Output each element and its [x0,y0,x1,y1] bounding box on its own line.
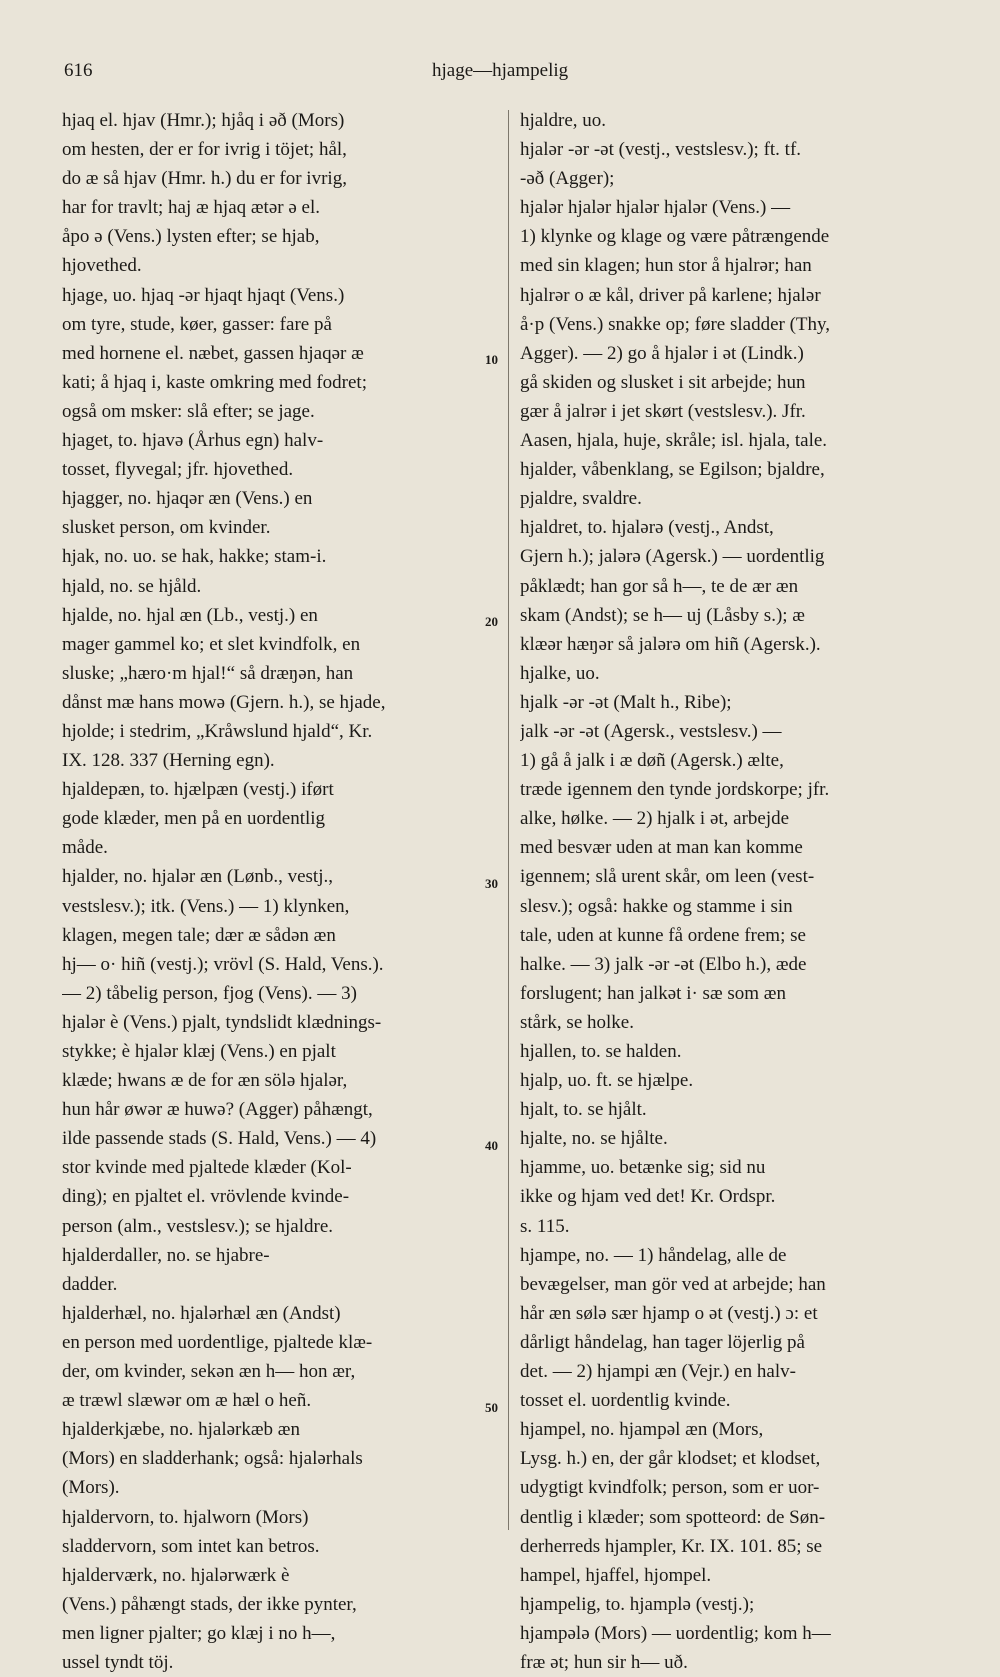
right-column-line-17: påklædt; han gor så h—, te de ær æn [520,575,799,597]
right-column-line-49: dentlig i klæder; som spotteord: de Søn- [520,1506,826,1528]
left-column-line-4: har for travlt; haj æ hjaq ætər ə el. [62,197,320,219]
right-column-line-44: det. — 2) hjampi æn (Vejr.) en halv- [520,1361,796,1383]
right-column-line-15: hjaldret, to. hjalərə (vestj., Andst, [520,517,774,539]
left-column-line-11: også om msker: slå efter; se jage. [62,400,315,422]
left-column-line-26: måde. [62,837,108,859]
right-column-line-18: skam (Andst); se h— uj (Låsby s.); æ [520,604,805,626]
right-column-line-32: stårk, se holke. [520,1011,634,1033]
left-column-line-31: — 2) tåbelig person, fjog (Vens). — 3) [62,982,357,1004]
left-column-line-54: ussel tyndt töj. [62,1651,174,1673]
left-column-line-42: hjalderhæl, no. hjalərhæl æn (Andst) [62,1302,341,1324]
right-column-line-28: slesv.); også: hakke og stamme i sin [520,895,793,917]
left-column-line-36: ilde passende stads (S. Hald, Vens.) — 4) [62,1128,377,1150]
left-column-line-6: hjovethed. [62,255,142,277]
right-column-line-37: hjamme, uo. betænke sig; sid nu [520,1157,766,1179]
right-column-line-13: hjalder, våbenklang, se Egilson; bjaldre, [520,459,825,481]
right-column-line-21: hjalk -ər -ət (Malt h., Ribe); [520,691,732,713]
line-number-40: 40 [485,1138,498,1153]
left-column-line-24: hjaldepæn, to. hjælpæn (vestj.) iført [62,779,334,801]
left-column-line-41: dadder. [62,1273,118,1295]
right-column-line-46: hjampel, no. hjampəl æn (Mors, [520,1419,764,1441]
right-column-line-51: hampel, hjaffel, hjompel. [520,1564,712,1586]
right-column-line-29: tale, uden at kunne få ordene frem; se [520,924,806,946]
right-column-line-23: 1) gå å jalk i æ døñ (Agersk.) ælte, [520,750,784,772]
left-column-line-48: (Mors). [62,1477,120,1499]
left-column-line-16: hjak, no. uo. se hak, hakke; stam-i. [62,546,327,568]
right-column-line-31: forslugent; han jalkət i· sæ som æn [520,982,786,1004]
right-column-line-2: hjalər -ər -ət (vestj., vestslesv.); ft. tf. [520,139,802,161]
left-column-line-43: en person med uordentlige, pjaltede klæ- [62,1331,373,1353]
right-column-line-7: hjalrər o æ kål, driver på karlene; hjalər [520,284,821,306]
right-column-line-8: å·p (Vens.) snakke op; føre sladder (Thy, [520,313,831,335]
right-column-line-14: pjaldre, svaldre. [520,488,642,510]
right-column-line-1: hjaldre, uo. [520,110,607,131]
right-column-line-10: gå skiden og slusket i sit arbejde; hun [520,371,806,393]
left-column-line-3: do æ så hjav (Hmr. h.) du er for ivrig, [62,168,347,190]
right-column-line-35: hjalt, to. se hjålt. [520,1099,647,1121]
right-column-line-11: gær å jalrər i jet skørt (vestslesv.). Jfr. [520,400,806,422]
left-column-line-19: mager gammel ko; et slet kvindfolk, en [62,633,361,655]
right-column-line-36: hjalte, no. se hjålte. [520,1128,668,1150]
left-column-line-10: kati; å hjaq i, kaste omkring med fodret; [62,371,367,393]
left-column-line-44: der, om kvinder, sekən æn h— hon ær, [62,1361,356,1383]
left-column-line-13: tosset, flyvegal; jfr. hjovethed. [62,459,294,481]
line-number-10: 10 [485,352,498,367]
right-column-line-25: alke, hølke. — 2) hjalk i ət, arbejde [520,808,790,830]
left-column-line-29: klagen, megen tale; dær æ sådən æn [62,924,336,946]
left-column-line-12: hjaget, to. hjavə (Århus egn) halv- [62,430,324,452]
right-column-line-41: bevægelser, man gör ved at arbejde; han [520,1273,826,1295]
line-number-50: 50 [485,1400,498,1415]
right-column-line-20: hjalke, uo. [520,662,600,684]
right-column-line-53: hjampələ (Mors) — uordentlig; kom h— [520,1622,831,1644]
left-column-line-40: hjalderdaller, no. se hjabre- [62,1244,270,1266]
left-column-line-21: dånst mæ hans mowə (Gjern. h.), se hjade, [62,691,386,713]
left-column-line-15: slusket person, om kvinder. [62,517,271,539]
right-column-line-16: Gjern h.); jalərə (Agersk.) — uordentlig [520,546,825,568]
left-column-line-46: hjalderkjæbe, no. hjalərkæb æn [62,1419,300,1441]
right-column-line-54: fræ ət; hun sir h— uð. [520,1651,688,1673]
right-column-line-43: dårligt håndelag, han tager löjerlig på [520,1331,805,1353]
right-column-line-48: udygtigt kvindfolk; person, som er uor- [520,1477,820,1499]
right-column-line-52: hjampelig, to. hjamplə (vestj.); [520,1593,755,1615]
right-column-line-34: hjalp, uo. ft. se hjælpe. [520,1070,694,1092]
right-column-line-5: 1) klynke og klage og være påtrængende [520,226,830,248]
left-column-line-38: ding); en pjaltet el. vrövlende kvinde- [62,1186,350,1208]
page-number: 616 [64,60,93,81]
left-column-line-30: hj— o· hiñ (vestj.); vrövl (S. Hald, Vens.). [62,953,384,975]
running-title: hjage—hjampelig [432,60,569,81]
right-column-line-47: Lysg. h.) en, der går klodset; et klodset, [520,1448,821,1470]
right-column-line-22: jalk -ər -ət (Agersk., vestslesv.) — [520,720,782,742]
left-column-line-51: hjalderværk, no. hjalərwærk è [62,1564,290,1586]
left-column-line-23: IX. 128. 337 (Herning egn). [62,750,275,772]
right-column-line-39: s. 115. [520,1215,570,1237]
right-column-line-30: halke. — 3) jalk -ər -ət (Elbo h.), æde [520,953,807,975]
left-column [62,106,498,1677]
right-column-line-6: med sin klagen; hun stor å hjalrər; han [520,255,812,277]
left-column-line-35: hun hår øwər æ huwə? (Agger) påhængt, [62,1099,373,1121]
left-column-line-7: hjage, uo. hjaq -ər hjaqt hjaqt (Vens.) [62,284,345,306]
left-column-line-18: hjalde, no. hjal æn (Lb., vestj.) en [62,604,318,626]
right-column [520,106,956,1677]
left-column-line-25: gode klæder, men på en uordentlig [62,808,326,830]
left-column-line-8: om tyre, stude, køer, gasser: fare på [62,313,332,335]
left-column-line-45: æ træwl slæwər om æ hæl o heñ. [62,1390,312,1412]
left-column-line-17: hjald, no. se hjåld. [62,575,202,597]
left-column-line-52: (Vens.) påhængt stads, der ikke pynter, [62,1593,357,1615]
right-column-line-24: træde igennem den tynde jordskorpe; jfr. [520,779,830,801]
left-column-line-9: med hornene el. næbet, gassen hjaqər æ [62,342,364,364]
right-column-line-27: igennem; slå urent skår, om leen (vest- [520,866,815,888]
line-number-30: 30 [485,876,498,891]
left-column-line-39: person (alm., vestslesv.); se hjaldre. [62,1215,334,1237]
left-column-line-53: men ligner pjalter; go klæj i no h—, [62,1622,336,1644]
right-column-line-12: Aasen, hjala, huje, skråle; isl. hjala, tale. [520,430,828,452]
left-column-line-20: sluske; „hæro·m hjal!“ så dræŋən, han [62,662,354,684]
right-column-line-42: hår æn sølə sær hjamp o ət (vestj.) ɔ: et [520,1302,818,1324]
left-column-line-27: hjalder, no. hjalər æn (Lønb., vestj., [62,866,333,888]
right-column-line-50: derherreds hjampler, Kr. IX. 101. 85; se [520,1535,823,1557]
left-column-line-37: stor kvinde med pjaltede klæder (Kol- [62,1157,352,1179]
right-column-line-40: hjampe, no. — 1) håndelag, alle de [520,1244,787,1266]
left-column-line-1: hjaq el. hjav (Hmr.); hjåq i əð (Mors) [62,110,345,131]
right-column-line-38: ikke og hjam ved det! Kr. Ordspr. [520,1186,776,1208]
left-column-line-49: hjaldervorn, to. hjalworn (Mors) [62,1506,309,1528]
left-column-line-33: stykke; è hjalər klæj (Vens.) en pjalt [62,1041,336,1062]
left-column-line-5: åpo ə (Vens.) lysten efter; se hjab, [62,226,320,248]
right-column-line-9: Agger). — 2) go å hjalər i ət (Lindk.) [520,342,804,364]
line-number-20: 20 [485,614,498,629]
left-column-line-32: hjalər è (Vens.) pjalt, tyndslidt klædnings- [62,1011,382,1033]
right-column-line-26: med besvær uden at man kan komme [520,837,803,859]
right-column-line-33: hjallen, to. se halden. [520,1041,682,1062]
left-column-line-28: vestslesv.); itk. (Vens.) — 1) klynken, [62,895,350,917]
left-column-line-14: hjagger, no. hjaqər æn (Vens.) en [62,488,313,510]
right-column-line-4: hjalər hjalər hjalər hjalər (Vens.) — [520,197,791,219]
left-column-line-2: om hesten, der er for ivrig i töjet; hål, [62,139,347,161]
right-column-line-3: -əð (Agger); [520,168,615,190]
column-divider [508,110,509,1530]
right-column-line-19: klæər hæŋər så jalərə om hiñ (Agersk.). [520,633,821,655]
left-column-line-47: (Mors) en sladderhank; også: hjalərhals [62,1448,363,1470]
left-column-line-22: hjolde; i stedrim, „Kråwslund hjald“, Kr. [62,720,373,742]
left-column-line-34: klæde; hwans æ de for æn sölə hjalər, [62,1070,348,1092]
left-column-line-50: sladdervorn, som intet kan betros. [62,1535,320,1557]
right-column-line-45: tosset el. uordentlig kvinde. [520,1390,731,1412]
